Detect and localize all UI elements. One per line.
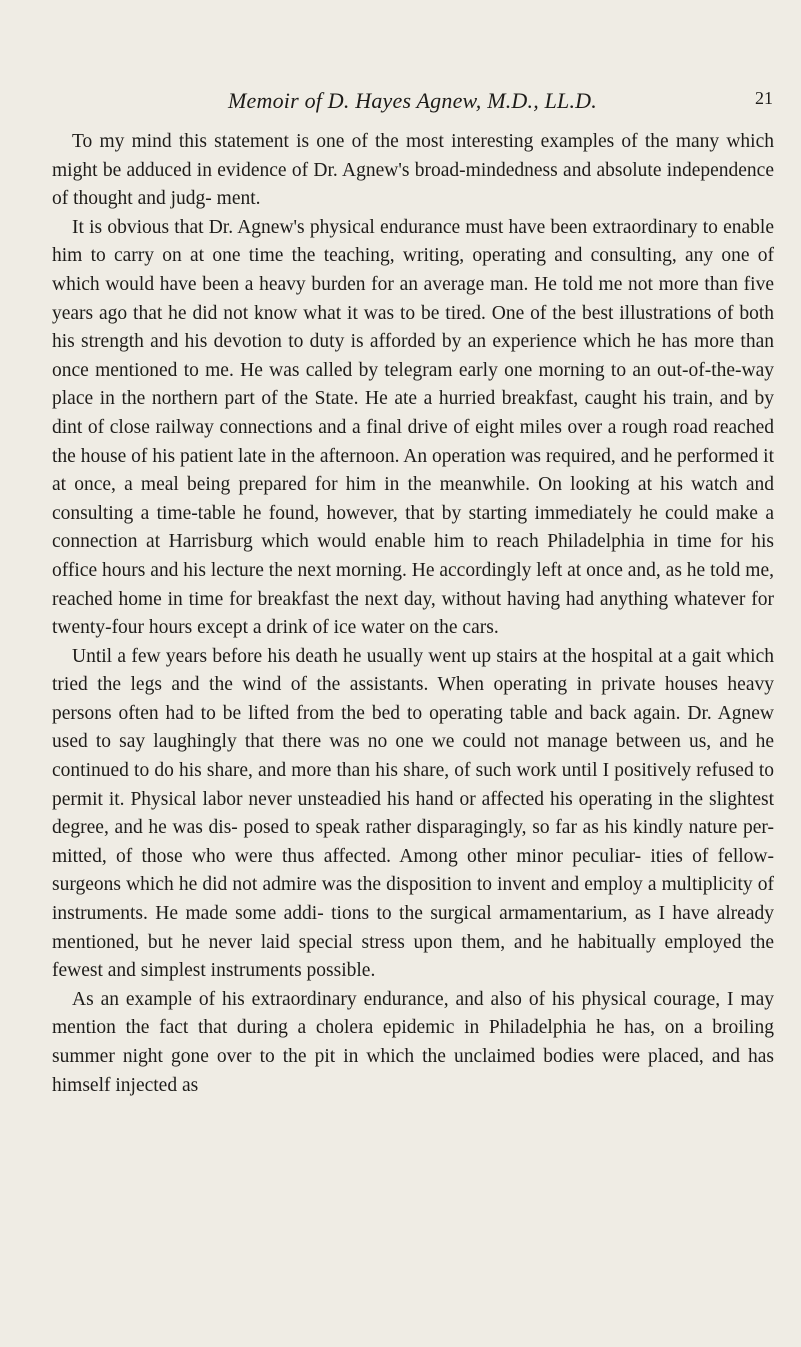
body-text [52, 128, 774, 1100]
page-number: 21 [755, 88, 773, 108]
running-title: Memoir of D. Hayes Agnew, M.D., LL.D. [228, 88, 597, 113]
paragraph-2: It is obvious that Dr. Agnew's physical endurance must have been extraordinary to enable him to carry on at one time the teaching, writing, operating and consulting, any one of which would have been a heavy burden for an average man. He told me not more than five years ago that he did not know what it was to be tired. One of the best illustrations of both his strength and his devotion to duty is afforded by an experience which he has more than once mentioned to me. He was called by telegram early one morning to an out-of-the-way place in the northern part of the State. He ate a hurried breakfast, caught his train, and by dint of close railway connections and a final drive of eight miles over a rough road reached the house of his patient late in the afternoon. An operation was required, and he performed it at once, a meal being prepared for him in the meanwhile. On looking at his watch and consulting a time-table he found, however, that by starting immediately he could make a connection at Harrisburg which would enable him to reach Philadelphia in time for his office hours and his lecture the next morning. He accordingly left at once and, as he told me, reached home in time for breakfast the next day, without having had anything whatever for twenty-four hours except a drink of ice water on the cars. [52, 216, 774, 639]
paragraph-1: To my mind this statement is one of the most interesting examples of the many which might be adduced in evidence of Dr. Agnew's broad-mindedness and absolute independence of thought and judg- ment. [52, 131, 774, 210]
paragraph-3: Until a few years before his death he usually went up stairs at the hospital at a gait which tried the legs and the wind of the assistants. When operating in private houses heavy persons often had to be lifted from the bed to operating table and back again. Dr. Agnew used to say laughingly that there was no one we could not manage between us, and he continued to do his share, and more than his share, of such work until I positively refused to permit it. Physical labor never unsteadied his hand or affected his operating in the slightest degree, and he was dis- posed to speak rather disparagingly, so far as his kindly nature per- mitted, of those who were thus affected. Among other minor peculiar- ities of fellow-surgeons which he did not admire was the disposition to invent and employ a multiplicity of instruments. He made some addi- tions to the surgical armamentarium, as I have already mentioned, but he never laid special stress upon them, and he habitually employed the fewest and simplest instruments possible. [52, 645, 774, 982]
paragraph-4: As an example of his extraordinary endurance, and also of his physical courage, I may mention the fact that during a cholera epidemic in Philadelphia he has, on a broiling summer night gone over to the pit in which the unclaimed bodies were placed, and has himself injected as [52, 988, 774, 1096]
running-head [52, 88, 773, 114]
